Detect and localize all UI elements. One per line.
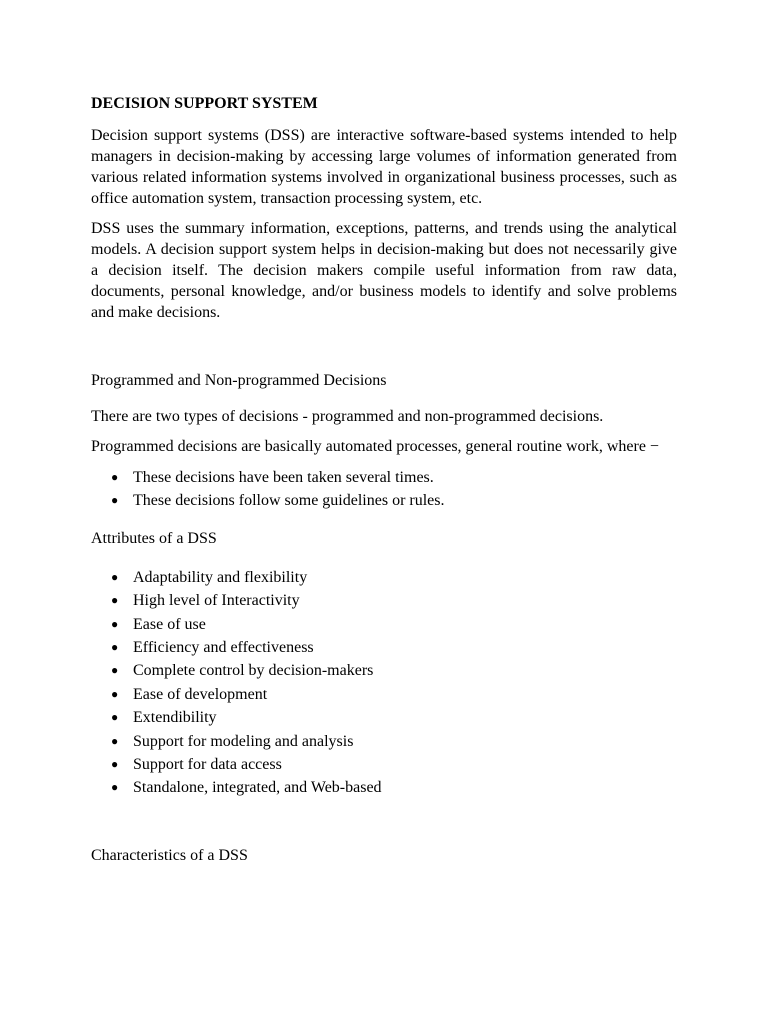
bullet-icon: ● xyxy=(111,757,119,772)
programmed-decisions-list xyxy=(91,466,677,513)
bullet-icon: ● xyxy=(111,640,119,655)
bullet-icon: ● xyxy=(111,733,119,748)
list-item-text: Support for modeling and analysis xyxy=(133,732,354,750)
bullet-icon: ● xyxy=(111,710,119,725)
dss-usage-paragraph: DSS uses the summary information, exceptions, patterns, and trends using the analytical models. A decision support system helps in decision-making but does not necessarily give a decision itself. The decision makers compile useful information from raw data, documents, personal knowledge, and/or business models to identify and solve problems and make decisions. xyxy=(91,220,677,321)
list-item-text: These decisions have been taken several times. xyxy=(133,469,434,486)
list-item-text: These decisions follow some guidelines or rules. xyxy=(133,492,445,510)
bullet-icon: ● xyxy=(111,663,119,678)
bullet-icon: ● xyxy=(111,686,119,701)
intro-paragraph: Decision support systems (DSS) are interactive software-based systems intended to help managers in decision-making by accessing large volumes of information generated from various related information systems involved in organizational business processes, such as office automation system, transaction processing system, etc. xyxy=(91,127,677,207)
section-heading-attributes: Attributes of a DSS xyxy=(91,529,217,547)
list-item xyxy=(91,776,677,799)
bullet-icon: ● xyxy=(111,470,119,484)
list-item xyxy=(91,589,677,612)
list-item xyxy=(91,636,677,659)
list-item-text: Extendibility xyxy=(133,709,217,727)
list-item xyxy=(91,613,677,636)
list-item-text: Ease of use xyxy=(133,615,206,633)
list-item xyxy=(91,466,677,489)
bullet-icon: ● xyxy=(111,593,119,608)
attributes-list xyxy=(91,566,677,800)
list-item xyxy=(91,566,677,589)
list-item xyxy=(91,683,677,706)
list-item-text: Adaptability and flexibility xyxy=(133,568,308,586)
programmed-description-paragraph: Programmed decisions are basically automated processes, general routine work, where − xyxy=(91,438,659,455)
list-item-text: Ease of development xyxy=(133,685,268,703)
decision-types-paragraph: There are two types of decisions - programmed and non-programmed decisions. xyxy=(91,408,604,425)
bullet-icon: ● xyxy=(111,616,119,631)
list-item xyxy=(91,706,677,729)
section-heading-programmed: Programmed and Non-programmed Decisions xyxy=(91,372,387,389)
list-item xyxy=(91,753,677,776)
list-item xyxy=(91,659,677,682)
list-item xyxy=(91,489,677,512)
document-title: DECISION SUPPORT SYSTEM xyxy=(91,95,318,112)
list-item xyxy=(91,730,677,753)
list-item-text: Complete control by decision-makers xyxy=(133,662,374,680)
bullet-icon: ● xyxy=(111,493,119,508)
list-item-text: Standalone, integrated, and Web-based xyxy=(133,779,382,797)
list-item-text: High level of Interactivity xyxy=(133,592,300,610)
list-item-text: Efficiency and effectiveness xyxy=(133,639,314,657)
bullet-icon: ● xyxy=(111,569,119,584)
list-item-text: Support for data access xyxy=(133,756,282,774)
section-heading-characteristics: Characteristics of a DSS xyxy=(91,846,248,864)
bullet-icon: ● xyxy=(111,780,119,795)
